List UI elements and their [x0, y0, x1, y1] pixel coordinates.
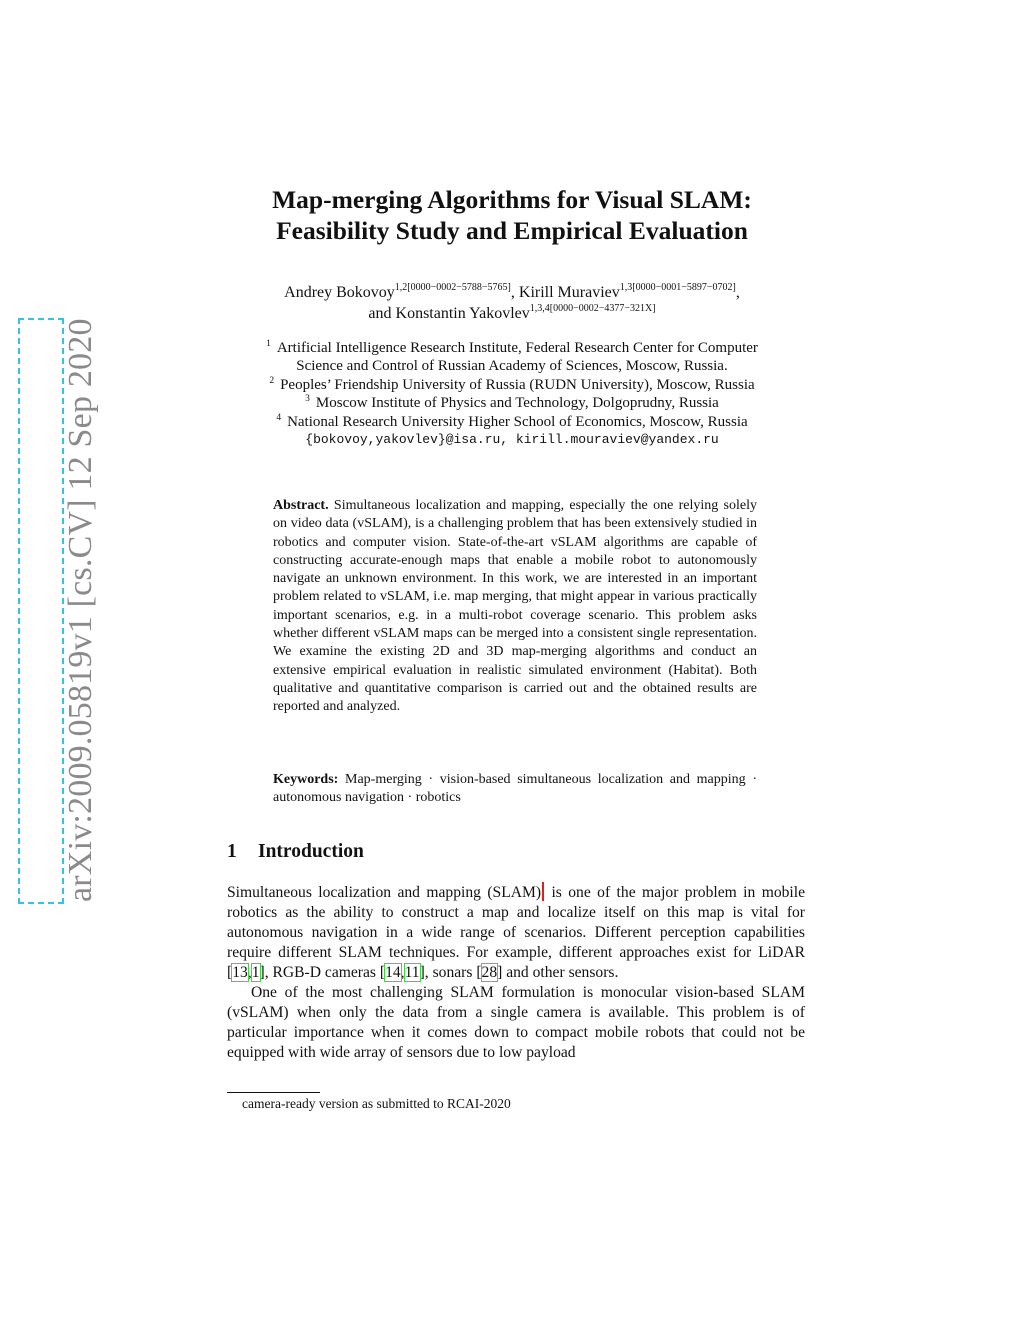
affiliation-1: $^1$ Artificial Intelligence Research Institute, Federal Research Center for Computer	[266, 339, 758, 356]
author-name: Andrey Bokovoy	[284, 284, 395, 301]
author-orcid: 1,3[0000−0001−5897−0702]	[619, 282, 736, 293]
abstract-label: Abstract.	[273, 498, 329, 513]
abstract	[273, 497, 757, 717]
title-line-2: Feasibility Study and Empirical Evaluation	[276, 216, 748, 245]
abstract-text: Simultaneous localization and mapping, especially the one relying solely on video data (vSLAM), is a challenging problem that has been extensively studied in robotics and computer vision. State-of-the-art vSLAM algorithms are capable of constructing accurate-enough maps that enable a mobile robot to autonomously navigate an unknown environment. In this work, we are interested in an important problem related to vSLAM, i.e. map merging, that might appear in various practically important scenarios, e.g. in a multi-robot coverage scenario. This problem asks whether different vSLAM maps can be merged into a consistent single representation. We examine the existing 2D and 3D map-merging algorithms and conduct an extensive empirical evaluation in realistic simulated environment (Habitat). Both qualitative and quantitative comparison is carried out and the obtained results are reported and analyzed.	[273, 498, 757, 715]
citation-link[interactable]: 1	[251, 964, 260, 981]
section-title: Introduction	[258, 841, 364, 862]
intro-body	[227, 882, 805, 1063]
keywords-text: Map-merging · vision-based simultaneous localization and mapping · autonomous navigation · robotics	[273, 772, 757, 806]
keywords	[273, 771, 757, 808]
paragraph: One of the most challenging SLAM formulation is monocular vision-based SLAM (vSLAM) when only the data from a single camera is available. This problem is of particular importance when it comes down to compact mobile robots that could not be equipped with wide array of sensors due to low payload	[227, 984, 805, 1061]
citation-link[interactable]: 28	[481, 964, 498, 981]
author-orcid: 1,2[0000−0002−5788−5765]	[394, 282, 511, 293]
title-line-1: Map-merging Algorithms for Visual SLAM:	[272, 185, 752, 214]
affiliation-4: $^4$ National Research University Higher School of Economics, Moscow, Russia	[276, 412, 748, 430]
affiliation-1-cont: Science and Control of Russian Academy of Sciences, Moscow, Russia.	[296, 358, 728, 375]
author-list	[0, 282, 1024, 324]
citation-link[interactable]: 11	[404, 964, 420, 981]
author-name: and Konstantin Yakovlev	[368, 305, 530, 322]
footnote-rule	[227, 1092, 320, 1093]
keywords-label: Keywords:	[273, 772, 339, 787]
paper-title	[0, 184, 1024, 246]
section-heading	[227, 841, 364, 863]
paragraph: Simultaneous localization and mapping (SLAM) is one of the major problem in mobile robotics as the ability to construct a map and localize itself on this map is vital for autonomous navigation in a wide range of scenarios. Different perception capabilities require different SLAM techniques. For example, different approaches exist for LiDAR [13,1], RGB-D cameras [14,11], sonars [28] and other sensors.	[227, 884, 805, 981]
section-number: 1	[227, 841, 237, 862]
affiliations	[0, 339, 1024, 449]
affiliation-2: $^2$ Peoples’ Friendship University of Russia (RUDN University), Moscow, Russia	[269, 375, 755, 393]
affiliation-3: $^3$ Moscow Institute of Physics and Technology, Dolgoprudny, Russia	[305, 394, 719, 412]
arxiv-stamp[interactable]: arXiv:2009.05819v1 [cs.CV] 12 Sep 2020	[62, 318, 99, 902]
footnote-link-marker[interactable]	[542, 882, 544, 901]
author-orcid: 1,3,4[0000−0002−4377−321X]	[529, 303, 656, 314]
authors-line-1: Andrey Bokovoy$^{1,2[0000-0002-5788-5765]}$, Kirill Muraviev$^{1,3[0000-0001-5897-0702]}$,	[284, 282, 740, 301]
citation-link[interactable]: 14	[385, 964, 401, 981]
footnote: camera-ready version as submitted to RCAI-2020	[242, 1096, 511, 1111]
authors-line-2	[0, 303, 1024, 324]
author-name: , Kirill Muraviev	[510, 284, 620, 301]
author-emails[interactable]: {bokovoy,yakovlev}@isa.ru, kirill.mouraviev@yandex.ru	[305, 432, 719, 448]
citation-link[interactable]: 13	[232, 964, 248, 981]
